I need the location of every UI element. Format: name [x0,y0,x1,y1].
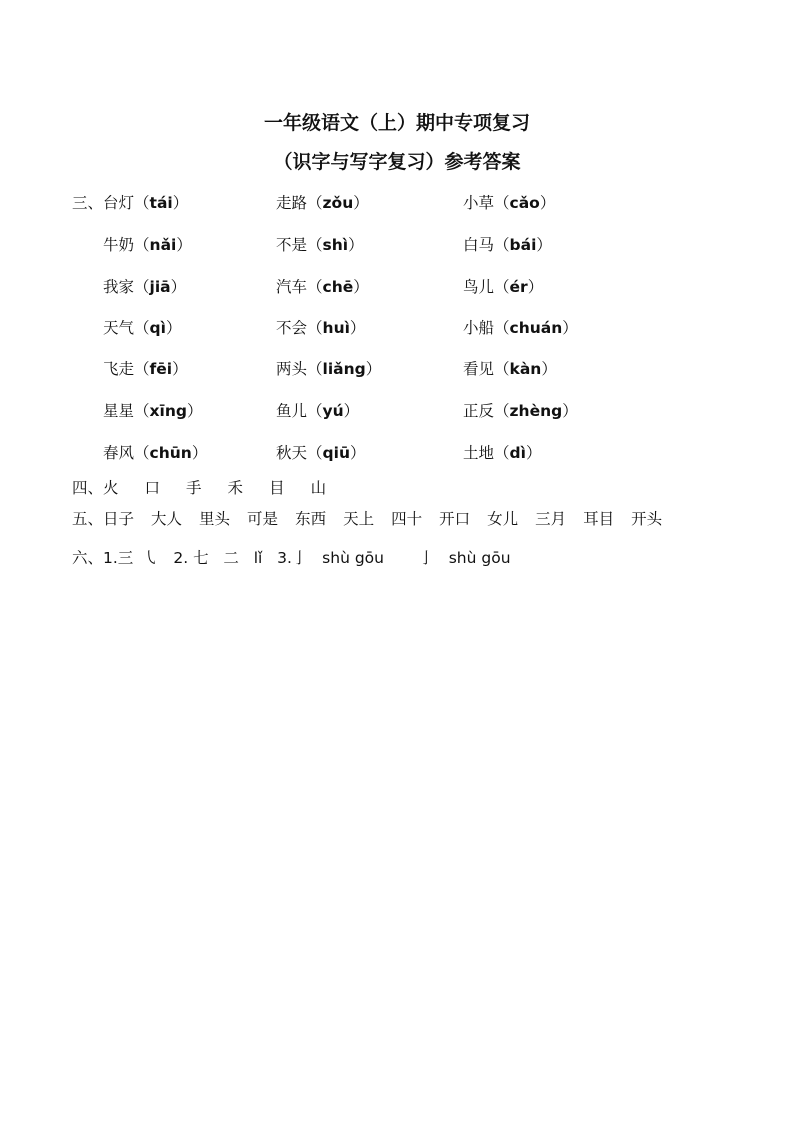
entry-pinyin: ér [509,278,528,296]
word-item: 天上 [343,510,375,528]
section-4 [0,476,794,500]
entry-word: 鸟儿 [463,278,495,296]
open-paren: （ [134,194,150,212]
open-paren: （ [307,444,323,462]
entry-pinyin: xīng [149,402,187,420]
close-paren: ） [343,402,360,420]
word-item: 开口 [439,510,471,528]
entry-word: 星星 [103,402,135,420]
close-paren: ） [176,236,192,254]
close-paren: ） [186,402,203,420]
open-paren: （ [494,236,510,254]
document-title: 一年级语文（上）期中专项复习 [263,112,530,134]
section-3-label: 三、 [72,194,104,212]
entry-word: 土地 [463,444,495,462]
char-item: 口 [144,479,161,497]
word-pinyin-entry [276,357,381,379]
open-paren: （ [134,360,150,378]
section-3-row [0,275,794,299]
close-paren: ） [562,319,578,337]
word-pinyin-entry [276,191,369,213]
section-5 [0,507,794,531]
entry-pinyin: nǎi [149,236,177,254]
char-item: 山 [310,479,327,497]
word-pinyin-entry [463,191,555,213]
close-paren: ） [349,444,366,462]
entry-word: 小船 [463,319,495,337]
open-paren: （ [307,319,323,337]
section-3-row [0,316,794,340]
entry-word: 不会 [276,319,308,337]
word-pinyin-entry [276,275,369,297]
word-pinyin-entry [103,233,192,255]
close-paren: ） [353,194,369,212]
open-paren: （ [134,319,150,337]
word-item: 开头 [631,510,663,528]
entry-word: 走路 [276,194,308,212]
close-paren: ） [191,444,208,462]
entry-pinyin: chuán [509,319,563,337]
open-paren: （ [307,194,323,212]
section-5-label: 五、 [72,510,104,528]
word-pinyin-entry [276,441,366,463]
word-pinyin-entry [463,399,578,421]
word-item: 三月 [535,510,567,528]
entry-pinyin: kàn [509,360,542,378]
entry-pinyin: chūn [149,444,192,462]
word-pinyin-entry [276,316,365,338]
entry-pinyin: cǎo [509,194,540,212]
section-3-row [0,399,794,423]
open-paren: （ [494,194,510,212]
char-item: 手 [186,479,202,497]
close-paren: ） [348,236,364,254]
section-6 [0,546,794,570]
entry-word: 两头 [276,360,308,378]
word-item: 日子 [103,510,135,528]
open-paren: （ [494,360,510,378]
word-pinyin-entry [463,316,578,338]
entry-word: 天气 [103,319,135,337]
entry-pinyin: qiū [322,444,350,462]
entry-word: 看见 [463,360,495,378]
word-pinyin-entry [103,275,186,297]
close-paren: ） [353,278,369,296]
word-pinyin-entry [463,357,557,379]
open-paren: （ [307,360,323,378]
word-pinyin-entry [276,399,359,421]
open-paren: （ [307,236,323,254]
open-paren: （ [494,278,510,296]
word-pinyin-entry [103,191,188,213]
word-item: 女儿 [487,510,519,528]
word-pinyin-entry [276,233,364,255]
open-paren: （ [307,402,323,420]
word-pinyin-entry [463,233,552,255]
word-item: 里头 [199,510,231,528]
close-paren: ） [172,360,188,378]
entry-pinyin: qì [149,319,166,337]
open-paren: （ [494,402,510,420]
open-paren: （ [494,319,510,337]
entry-pinyin: jiā [149,278,171,296]
word-item: 大人 [151,510,183,528]
word-pinyin-entry [103,441,207,463]
char-item: 禾 [227,479,244,497]
entry-pinyin: dì [509,444,526,462]
word-pinyin-entry [463,275,543,297]
entry-pinyin: yú [322,402,344,420]
entry-word: 小草 [463,194,495,212]
entry-word: 秋天 [276,444,308,462]
close-paren: ） [539,194,556,212]
entry-pinyin: chē [322,278,354,296]
close-paren: ） [525,444,542,462]
close-paren: ） [365,360,382,378]
word-pinyin-entry [103,316,181,338]
close-paren: ） [527,278,544,296]
entry-pinyin: shì [322,236,349,254]
section-6-text: 1.三 ㇂ 2. 七 二 lǐ 3.亅 shù gōu 亅 shù gōu [103,549,511,567]
word-pinyin-entry [463,441,541,463]
word-item: 四十 [391,510,423,528]
open-paren: （ [134,236,150,254]
document-subtitle: （识字与写字复习）参考答案 [273,151,521,173]
entry-pinyin: zhèng [509,402,563,420]
section-3-row [0,357,794,381]
entry-word: 不是 [276,236,308,254]
entry-pinyin: liǎng [322,360,366,378]
close-paren: ） [541,360,557,378]
entry-pinyin: tái [149,194,173,212]
close-paren: ） [349,319,366,337]
entry-pinyin: fēi [149,360,173,378]
entry-pinyin: bái [509,236,537,254]
entry-word: 白马 [463,236,495,254]
entry-word: 正反 [463,402,495,420]
entry-word: 台灯 [103,194,135,212]
section-3-row [0,233,794,257]
section-3-row [0,441,794,465]
section-3-row [0,191,794,215]
word-item: 可是 [247,510,279,528]
open-paren: （ [134,402,150,420]
entry-pinyin: zǒu [322,194,354,212]
section-5-items [103,507,679,529]
char-item: 目 [269,479,285,497]
section-4-label: 四、 [72,479,104,497]
close-paren: ） [170,278,187,296]
word-pinyin-entry [103,399,203,421]
entry-word: 汽车 [276,278,308,296]
section-6-label: 六、 [72,549,104,567]
entry-word: 牛奶 [103,236,135,254]
entry-word: 我家 [103,278,135,296]
word-pinyin-entry [103,357,188,379]
char-item: 火 [103,479,119,497]
open-paren: （ [494,444,510,462]
close-paren: ） [172,194,189,212]
entry-word: 飞走 [103,360,135,378]
open-paren: （ [307,278,323,296]
close-paren: ） [562,402,578,420]
close-paren: ） [165,319,182,337]
open-paren: （ [134,444,150,462]
word-item: 耳目 [583,510,615,528]
open-paren: （ [134,278,150,296]
entry-pinyin: huì [322,319,350,337]
word-item: 东西 [295,510,327,528]
entry-word: 鱼儿 [276,402,308,420]
close-paren: ） [536,236,552,254]
entry-word: 春风 [103,444,135,462]
section-4-items [103,476,352,498]
